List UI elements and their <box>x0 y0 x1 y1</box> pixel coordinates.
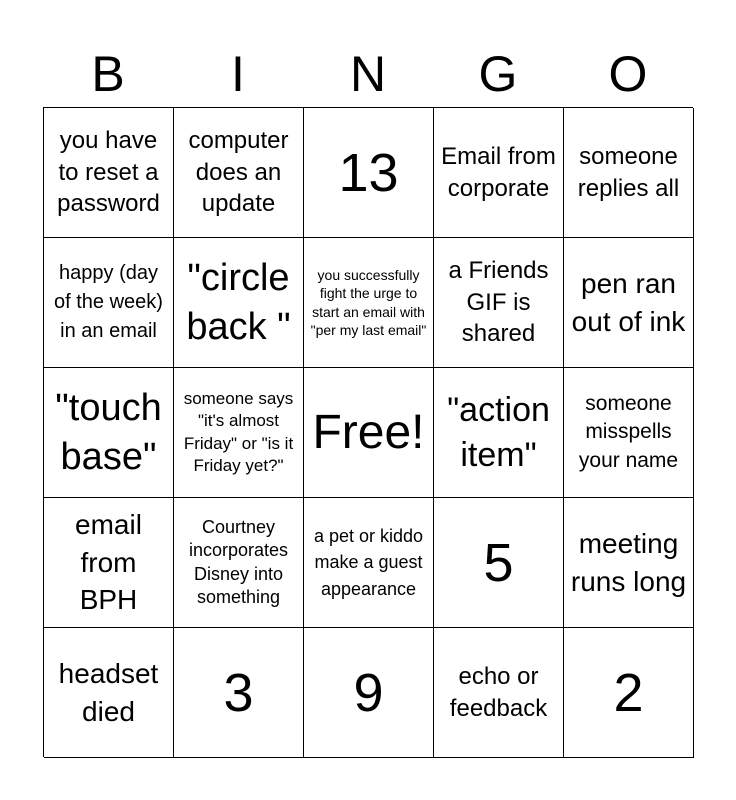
cell-text: someone replies all <box>577 142 680 202</box>
bingo-cell[interactable] <box>44 498 174 628</box>
cell-text: email from BPH <box>75 508 142 616</box>
cell-text: you successfully fight the urge to start an email with "per my last email" <box>310 266 427 338</box>
bingo-cell[interactable] <box>434 238 564 368</box>
bingo-cell[interactable] <box>564 108 694 238</box>
cell-text: a Friends GIF is shared <box>448 256 549 348</box>
bingo-cell[interactable] <box>44 628 174 758</box>
header-letter-i: I <box>231 46 245 102</box>
cell-text: 5 <box>483 532 514 593</box>
bingo-board <box>43 107 693 757</box>
bingo-cell[interactable] <box>564 368 694 498</box>
bingo-header <box>43 40 693 108</box>
cell-text: someone says "it's almost Friday" or "is it Friday yet?" <box>183 389 294 475</box>
header-letter-g: G <box>478 46 518 102</box>
cell-text: you have to reset a password <box>57 126 160 218</box>
cell-text: Courtney incorporates Disney into something <box>188 516 289 607</box>
cell-text: someone misspells your name <box>578 391 679 472</box>
cell-text: echo or feedback <box>449 662 548 722</box>
cell-text: 9 <box>353 662 384 723</box>
cell-text: headset died <box>58 657 159 727</box>
bingo-cell[interactable] <box>174 108 304 238</box>
header-letter-b: B <box>91 46 125 102</box>
bingo-cell[interactable] <box>434 368 564 498</box>
bingo-cell[interactable] <box>304 108 434 238</box>
header-letter-o: O <box>608 46 648 102</box>
cell-text: 13 <box>338 142 399 203</box>
bingo-cell[interactable] <box>564 498 694 628</box>
bingo-cell[interactable] <box>304 238 434 368</box>
cell-text: meeting runs long <box>570 527 687 597</box>
cell-text: pen ran out of ink <box>571 267 686 337</box>
cell-text: 3 <box>223 662 254 723</box>
bingo-cell[interactable] <box>174 628 304 758</box>
cell-text: Free! <box>312 405 425 459</box>
cell-text: "touch base" <box>55 387 162 478</box>
bingo-cell[interactable] <box>434 498 564 628</box>
cell-text: a pet or kiddo make a guest appearance <box>313 526 424 599</box>
cell-text: "action item" <box>447 391 550 474</box>
bingo-cell[interactable] <box>44 108 174 238</box>
bingo-cell[interactable] <box>174 498 304 628</box>
bingo-cell[interactable] <box>304 628 434 758</box>
bingo-cell[interactable] <box>564 238 694 368</box>
bingo-cell[interactable] <box>44 368 174 498</box>
free-space[interactable] <box>304 368 434 498</box>
cell-text: "circle back " <box>186 257 291 348</box>
header-letter-n: N <box>349 46 387 102</box>
bingo-cell[interactable] <box>174 368 304 498</box>
bingo-cell[interactable] <box>434 108 564 238</box>
cell-text: happy (day of the week) in an email <box>54 262 163 342</box>
cell-text: 2 <box>613 662 644 723</box>
cell-text: computer does an update <box>188 126 289 218</box>
bingo-cell[interactable] <box>434 628 564 758</box>
cell-text: Email from corporate <box>441 142 556 202</box>
bingo-cell[interactable] <box>564 628 694 758</box>
bingo-cell[interactable] <box>304 498 434 628</box>
bingo-cell[interactable] <box>44 238 174 368</box>
bingo-cell[interactable] <box>174 238 304 368</box>
